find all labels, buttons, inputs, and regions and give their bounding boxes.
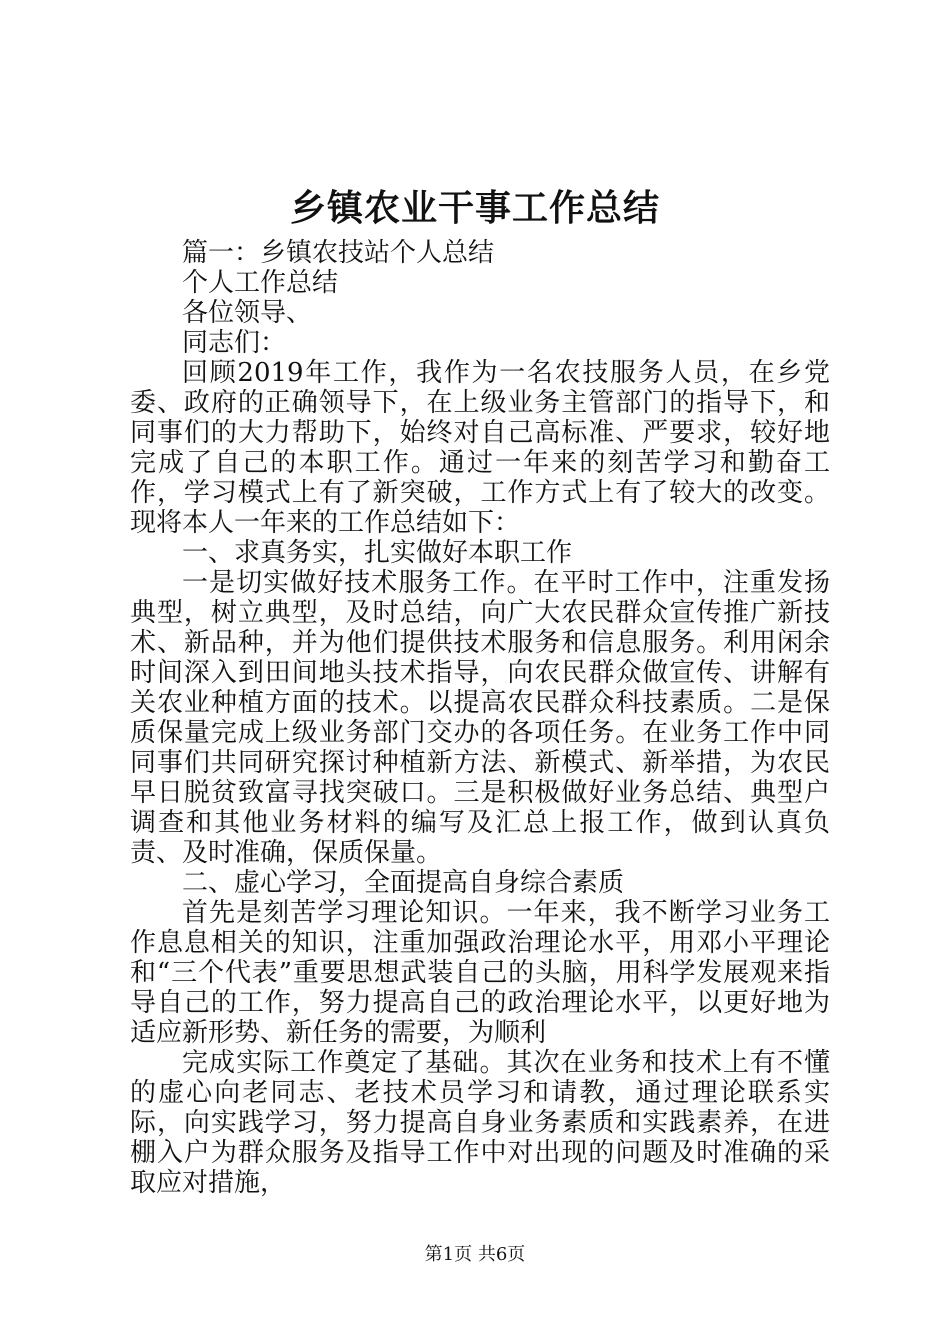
document-title: 乡镇农业干事工作总结 [289,187,660,229]
section-heading: 篇一：乡镇农技站个人总结 [182,238,495,268]
section-heading: 二、虚心学习，全面提高自身综合素质 [182,868,625,898]
section-heading: 一、求真务实，扎实做好本职工作 [182,538,573,568]
subtitle: 个人工作总结 [182,268,339,298]
body-paragraph: 首先是刻苦学习理论知识。一年来，我不断学习业务工作息息相关的知识，注重加强政治理论水平，用邓小平理论和“三个代表”重要思想武装自己的头脑，用科学发展观来指导自己的工作，努力提高自己的政治理论水平，以更好地为适应新形势、新任务的需要，为顺利 [130,898,830,1048]
document-body [130,238,830,1198]
body-paragraph: 一是切实做好技术服务工作。在平时工作中，注重发扬典型，树立典型，及时总结，向广大农民群众宣传推广新技术、新品种，并为他们提供技术服务和信息服务。利用闲余时间深入到田间地头技术指导，向农民群众做宣传、讲解有关农业种植方面的技术。以提高农民群众科技素质。二是保质保量完成上级业务部门交办的各项任务。在业务工作中同同事们共同研究探讨种植新方法、新模式、新举措，为农民早日脱贫致富寻找突破口。三是积极做好业务总结、典型户调查和其他业务材料的编写及汇总上报工作，做到认真负责、及时准确，保质保量。 [130,568,830,868]
page-footer: 第1页 共6页 [424,1244,526,1265]
body-paragraph: 回顾2019年工作，我作为一名农技服务人员，在乡党委、政府的正确领导下，在上级业务主管部门的指导下，和同事们的大力帮助下，始终对自己高标准、严要求，较好地完成了自己的本职工作。通过一年来的刻苦学习和勤奋工作，学习模式上有了新突破，工作方式上有了较大的改变。现将本人一年来的工作总结如下： [130,358,830,538]
salutation-line: 同志们： [182,328,287,358]
salutation-line: 各位领导、 [182,298,313,328]
body-paragraph: 完成实际工作奠定了基础。其次在业务和技术上有不懂的虚心向老同志、老技术员学习和请教，通过理论联系实际，向实践学习，努力提高自身业务素质和实践素养，在进棚入户为群众服务及指导工作中对出现的问题及时准确的采取应对措施， [130,1048,830,1198]
